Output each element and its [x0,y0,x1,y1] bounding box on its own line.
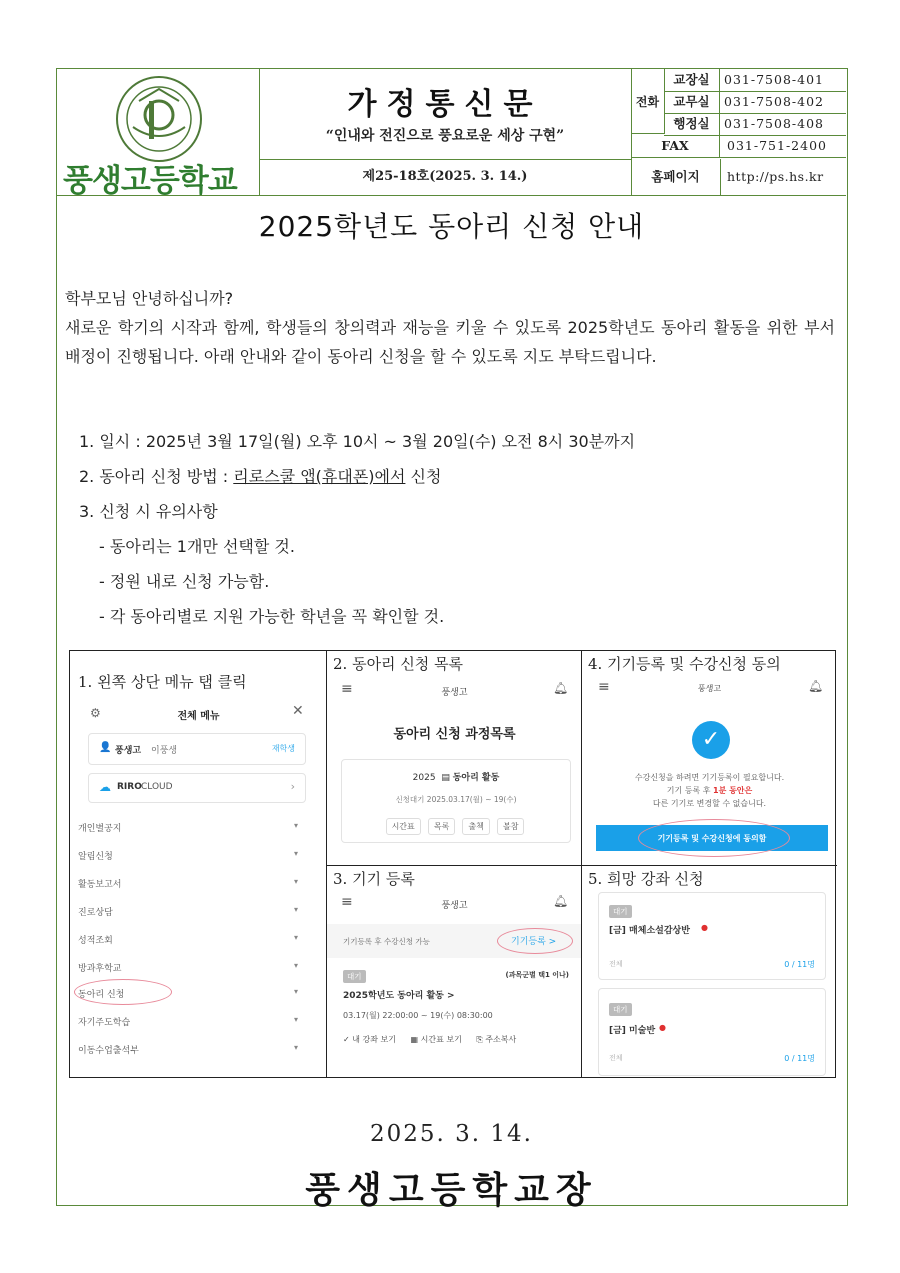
menu-item-label: 동아리 신청 [78,990,125,1000]
caution-note: - 각 동아리별로 지원 가능한 학년을 꼭 확인할 것. [99,607,445,626]
menu-item[interactable] [78,821,298,834]
club-course-card[interactable] [341,759,571,843]
consent-text: 기기 등록 후 [666,786,713,795]
instruction-screenshots [69,650,836,1078]
notice-title: 2025학년도 동아리 신청 안내 [258,210,645,243]
contact-label: 교무실 [664,91,720,113]
contact-label: 교장실 [664,69,720,91]
alert-icon: ● [701,923,708,932]
alert-icon: ● [659,1023,666,1032]
notice-items [79,424,839,634]
status-badge: 대기 [609,1003,632,1016]
newsletter-title: 가정통신문 [347,87,543,122]
bell-icon[interactable]: 🔔︎ [553,894,569,908]
contact-label: 행정실 [664,113,720,135]
register-notice-bar [327,924,582,958]
step5-panel [582,866,837,1077]
register-device-link[interactable]: 기기등록 > [511,937,557,947]
chevron-down-icon: ▾ [293,987,298,996]
step3-caption: 3. 기기 등록 [333,870,415,888]
step4-caption: 4. 기기등록 및 수강신청 동의 [588,655,781,673]
notice-body [65,284,835,371]
menu-item-label: 이동수업출석부 [78,1046,139,1056]
step4-panel [582,651,837,866]
register-notice: 기기등록 후 수강신청 가능 [343,937,430,946]
contact-value: 031-7508-408 [724,116,824,131]
hamburger-menu-icon[interactable]: ≡ [341,894,353,910]
newsletter-frame [56,68,848,1211]
consent-line: 수강신청을 하려면 기기등록이 필요합니다. [634,773,785,782]
school-slogan: “인내와 전진으로 풍요로운 세상 구현” [325,128,565,144]
caution-note: - 동아리는 1개만 선택할 것. [99,537,295,556]
course-count: 0 / 11명 [784,1054,815,1063]
menu-item-label: 성적조회 [78,936,113,946]
method-label: 2. 동아리 신청 방법 : [79,467,234,486]
timetable-button[interactable]: ▦ 시간표 보기 [410,1035,462,1044]
school-logo-cell [57,69,260,199]
consent-line [582,784,837,797]
consent-message [582,771,837,810]
step1-caption: 1. 왼쪽 상단 메뉴 탭 클릭 [78,673,247,691]
title-cell [259,69,632,160]
gear-icon[interactable]: ⚙ [90,706,101,720]
header-divider [57,195,846,196]
menu-item[interactable] [78,961,298,974]
greeting: 학부모님 안녕하십니까? [65,289,234,308]
fax-row [631,135,846,158]
app-title: 풍생고 [441,688,468,698]
course-action-bar [343,1034,573,1045]
status-badge: 대기 [343,970,366,983]
menu-item-label: 자기주도학습 [78,1018,131,1028]
menu-item-label: 알림신청 [78,852,113,862]
step5-caption: 5. 희망 강좌 신청 [588,870,704,888]
contact-value: 031-7508-401 [724,72,824,87]
course-date: 신청대기 2025.03.17(월) ~ 19(수) [395,795,517,804]
method-item [79,459,839,494]
document-icon: ▤ [441,773,450,783]
course-count: 0 / 11명 [784,960,815,969]
menu-item-label: 활동보고서 [78,880,122,890]
view-chip[interactable]: 볼참 [497,818,524,835]
menu-item[interactable] [78,849,298,862]
contact-row [664,113,846,136]
chevron-down-icon: ▾ [293,1015,298,1024]
issue-date: 2025. 3. 14. [370,1121,533,1147]
user-sub: 이풍생 [151,746,178,756]
homepage-label: 홈페이지 [631,159,721,195]
course-scope: 전체 [609,960,623,968]
course-header [342,770,570,783]
course-year: 2025 [412,773,436,783]
course-name: 동아리 활동 [452,773,500,783]
app-title: 풍생고 [441,901,468,911]
course-time: 03.17(월) 22:00:00 ~ 19(수) 08:30:00 [343,1011,493,1020]
course-card[interactable] [598,988,826,1076]
step1-panel [70,651,327,1077]
timetable-label: 시간표 보기 [420,1035,462,1044]
user-avatar-icon: 👤 [99,742,112,753]
chevron-down-icon: ▾ [293,877,298,886]
fax-value: 031-751-2400 [727,138,827,153]
menu-item[interactable] [78,905,298,918]
hamburger-menu-icon[interactable]: ≡ [598,679,610,695]
timetable-chip[interactable]: 시간표 [386,818,421,835]
course-title[interactable]: 2025학년도 동아리 활동 > [343,991,455,1001]
hamburger-menu-icon[interactable]: ≡ [341,681,353,697]
my-course-label: 내 강좌 보기 [352,1035,396,1044]
bell-icon[interactable]: 🔔︎ [553,681,569,695]
contact-value: 031-7508-402 [724,94,824,109]
chevron-down-icon: ▾ [293,933,298,942]
consent-warning: 1분 동안은 [713,786,753,795]
principal-signature: 풍생고등학교장 [305,1170,598,1211]
copy-address-button[interactable]: ⎘ 주소복사 [476,1035,517,1044]
course-scope: 전체 [609,1054,623,1062]
course-card[interactable] [598,892,826,980]
chevron-down-icon: ▾ [293,905,298,914]
school-name: 풍생고등학교 [63,163,237,199]
menu-item-label: 방과후학교 [78,964,122,974]
method-suffix: 신청 [405,467,442,486]
chevron-down-icon: ▾ [293,821,298,830]
menu-title: 전체 메뉴 [177,711,220,722]
list-chip[interactable]: 목록 [428,818,455,835]
menu-item[interactable] [78,933,298,946]
contact-row [664,69,846,92]
consent-button-label: 기기등록 및 수강신청에 동의함 [657,834,767,843]
letterhead [57,69,846,197]
rirocloud-banner[interactable] [88,773,306,803]
caution-note: - 정원 내로 신청 가능함. [99,572,270,591]
issue-number: 제25-18호(2025. 3. 14.) [259,159,632,195]
chevron-down-icon: ▾ [293,849,298,858]
step2-caption: 2. 동아리 신청 목록 [333,655,464,673]
phone-label: 전화 [631,69,665,134]
user-card[interactable] [88,733,306,765]
copy-address-label: 주소복사 [485,1035,517,1044]
fax-label: FAX [631,135,720,157]
contact-row [664,91,846,114]
menu-item[interactable] [78,1043,298,1056]
menu-item[interactable] [78,877,298,890]
page-title: 동아리 신청 과정목록 [393,727,516,742]
my-course-button[interactable]: ✓ 내 강좌 보기 [343,1035,396,1044]
step3-panel [327,866,582,1077]
status-badge: 대기 [609,905,632,918]
chevron-down-icon: ▾ [293,1043,298,1052]
schedule-item: 1. 일시 : 2025년 3월 17일(월) 오후 10시 ~ 3월 20일(수) 오전 8시 30분까지 [79,432,636,451]
menu-item-label: 진로상담 [78,908,113,918]
course-actions [342,814,570,835]
menu-item-club[interactable] [78,987,298,1000]
user-status: 재학생 [271,744,295,753]
highlight-ring [638,819,790,857]
attendance-chip[interactable]: 출첵 [462,818,489,835]
homepage-link[interactable]: http://ps.hs.kr [727,169,824,184]
chevron-right-icon: › [290,780,295,793]
course-tag: (과목군별 택1 이나) [505,971,569,979]
cloud-icon: ☁ [99,780,111,794]
cloud-brand: RIRO [117,782,142,792]
consent-line: 다른 기기로 변경할 수 없습니다. [652,799,767,808]
chevron-down-icon: ▾ [293,961,298,970]
check-icon: ✓ [692,721,730,759]
cloud-suffix: CLOUD [141,782,173,792]
course-name: [금] 매체소설감상반 [609,926,690,936]
school-seal-icon [113,75,205,163]
bell-icon[interactable]: 🔔︎ [808,679,824,693]
app-title: 풍생고 [697,684,722,693]
menu-item[interactable] [78,1015,298,1028]
method-app-link: 리로스쿨 앱(휴대폰)에서 [233,467,406,486]
caution-item: 3. 신청 시 유의사항 [79,502,218,521]
close-icon[interactable]: ✕ [292,703,304,719]
menu-item-label: 개인별공지 [78,824,122,834]
user-name: 풍생고 [115,746,142,756]
course-name: [금] 미술반 [609,1026,656,1036]
intro-paragraph: 새로운 학기의 시작과 함께, 학생들의 창의력과 재능을 키울 수 있도록 2025학년도 동아리 활동을 위한 부서 배정이 진행됩니다. 아래 안내와 같이 동아리 신청을 할 수 있도록 지도 부탁드립니다. [65,318,835,366]
step2-panel [327,651,582,866]
